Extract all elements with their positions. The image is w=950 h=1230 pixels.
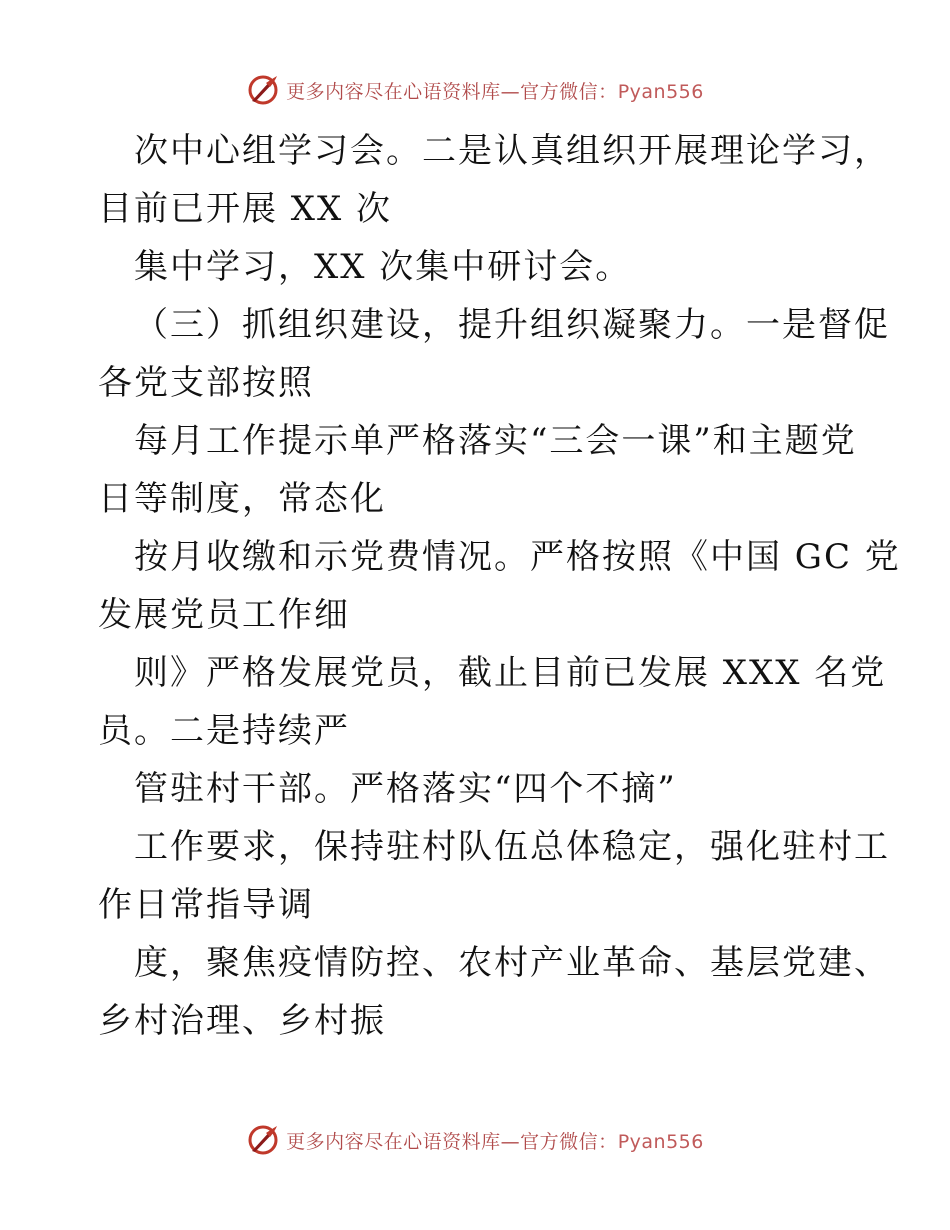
text-line: 每月工作提示单严格落实“三会一课”和主题党 xyxy=(134,421,857,461)
footer-text xyxy=(286,1127,704,1154)
header-wechat-id: Pyan556 xyxy=(617,80,704,103)
text-line: 乡村治理、乡村振 xyxy=(98,1001,386,1041)
quill-logo-icon xyxy=(246,1123,280,1157)
header-dash: — xyxy=(500,80,521,103)
text-line: 作日常指导调 xyxy=(98,885,314,925)
header-wechat-label: 官方微信： xyxy=(520,80,618,103)
text-line: 日等制度，常态化 xyxy=(98,479,386,519)
header-site: 更多内容尽在心语资料库 xyxy=(286,80,501,103)
text-line: 目前已开展 XX 次 xyxy=(98,189,393,229)
text-line: 管驻村干部。严格落实“四个不摘” xyxy=(134,769,677,809)
text-line: 集中学习，XX 次集中研讨会。 xyxy=(134,247,632,287)
text-line: 按月收缴和示党费情况。严格按照《中国 GC 党 xyxy=(134,537,901,577)
text-line: 各党支部按照 xyxy=(98,363,314,403)
footer-banner xyxy=(0,1120,950,1160)
header-text xyxy=(286,77,704,104)
text-line: 次中心组学习会。二是认真组织开展理论学习， xyxy=(134,131,890,171)
text-line: 员。二是持续严 xyxy=(98,711,350,751)
text-line: （三）抓组织建设，提升组织凝聚力。一是督促 xyxy=(134,305,890,345)
text-line: 发展党员工作细 xyxy=(98,595,350,635)
quill-logo-icon xyxy=(246,73,280,107)
header-banner xyxy=(0,70,950,110)
text-line: 工作要求，保持驻村队伍总体稳定，强化驻村工 xyxy=(134,827,890,867)
text-line: 度，聚焦疫情防控、农村产业革命、基层党建、 xyxy=(134,943,890,983)
text-line: 则》严格发展党员，截止目前已发展 XXX 名党 xyxy=(134,653,887,693)
footer-dash: — xyxy=(500,1130,521,1153)
footer-wechat-label: 官方微信： xyxy=(520,1130,618,1153)
footer-wechat-id: Pyan556 xyxy=(617,1130,704,1153)
footer-site: 更多内容尽在心语资料库 xyxy=(286,1130,501,1153)
document-body xyxy=(98,122,901,1050)
